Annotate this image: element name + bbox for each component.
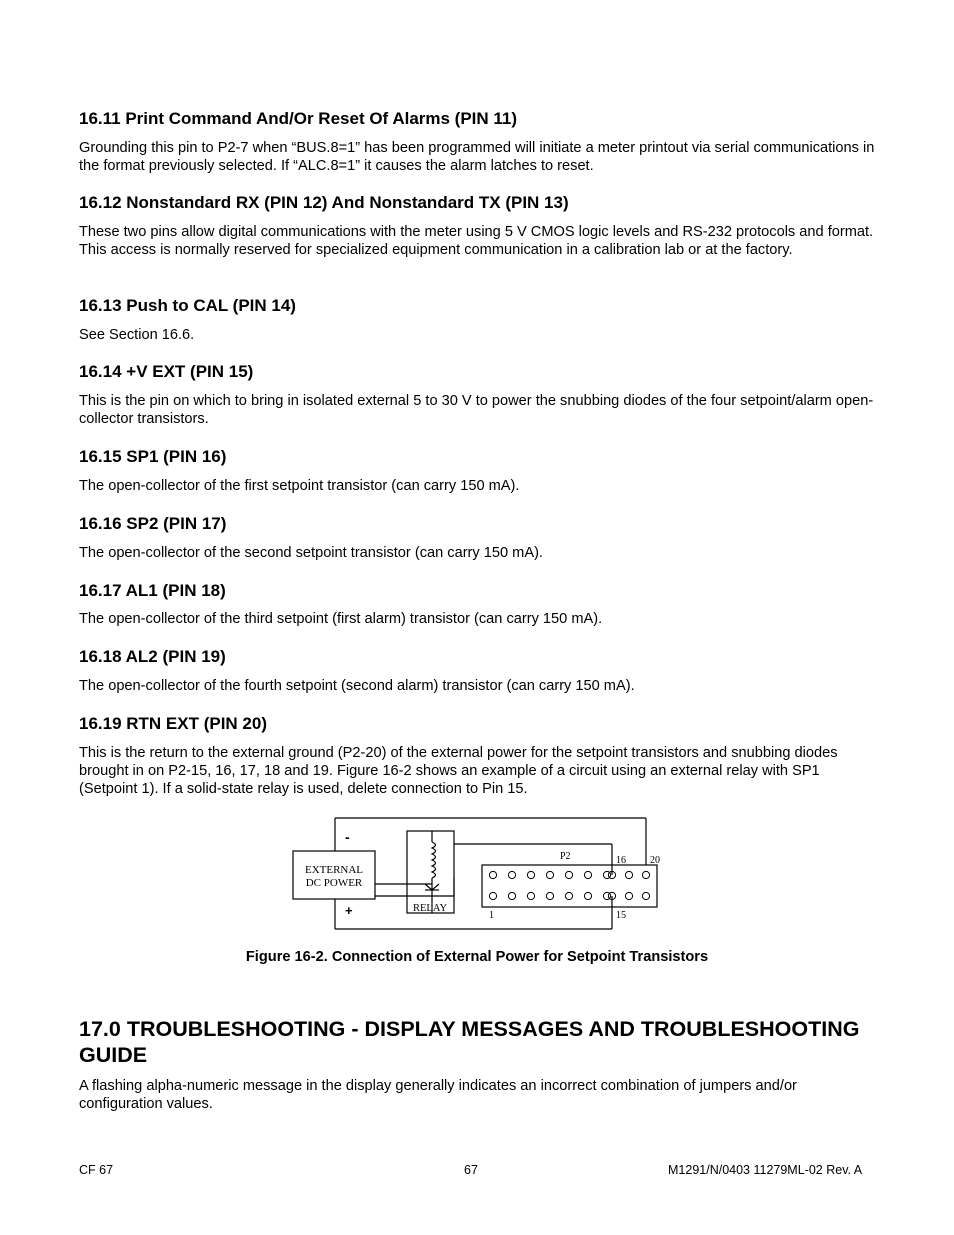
relay-label: RELAY xyxy=(413,903,448,914)
section-body-16-13: See Section 16.6. xyxy=(79,327,195,343)
section-body-16-19: This is the return to the external ground (P2-20) of the external power for the setpoint transistors and snubbing diodes brought in on P2-15, 16, 17, 18 and 19. Figure 16-2 shows an example of a circuit using an external relay with SP1 (Setpoint 1). If a solid-state relay is used, delete connection to Pin 15. xyxy=(79,745,838,797)
section-heading-16-14: 16.14 +V EXT (PIN 15) xyxy=(79,362,254,381)
section-heading-16-19: 16.19 RTN EXT (PIN 20) xyxy=(79,714,268,733)
pin-20-label: 20 xyxy=(650,855,660,866)
power-label-line2: DC POWER xyxy=(305,877,363,889)
relay-circuit-diagram xyxy=(285,812,670,934)
section-body-16-12: These two pins allow digital communications with the meter using 5 V CMOS logic levels and RS-232 protocols and format. This access is normally reserved for specialized equipment communication in a calibration lab or at the factory. xyxy=(79,224,874,258)
section-body-16-16: The open-collector of the second setpoint transistor (can carry 150 mA). xyxy=(79,545,543,561)
footer-page-number: 67 xyxy=(464,1163,478,1177)
section-body-16-17: The open-collector of the third setpoint (first alarm) transistor (can carry 150 mA). xyxy=(79,611,603,627)
minus-terminal-label: - xyxy=(345,829,350,845)
pin-1-label: 1 xyxy=(489,910,494,921)
section-heading-16-11: 16.11 Print Command And/Or Reset Of Alarms (PIN 11) xyxy=(79,109,518,128)
power-label-line1: EXTERNAL xyxy=(304,864,364,876)
pin-16-label: 16 xyxy=(616,855,626,866)
section-body-16-15: The open-collector of the first setpoint transistor (can carry 150 mA). xyxy=(79,478,520,494)
section-heading-16-13: 16.13 Push to CAL (PIN 14) xyxy=(79,296,296,315)
connector-label: P2 xyxy=(560,851,571,862)
p2-pin-row xyxy=(489,871,649,899)
figure-caption: Figure 16-2. Connection of External Power for Setpoint Transistors xyxy=(245,949,709,965)
chapter-body: A flashing alpha-numeric message in the display generally indicates an incorrect combination of jumpers and/or configuration values. xyxy=(79,1078,797,1112)
footer-right: M1291/N/0403 11279ML-02 Rev. A xyxy=(668,1163,863,1177)
section-body-16-18: The open-collector of the fourth setpoint (second alarm) transistor (can carry 150 mA). xyxy=(79,678,635,694)
footer-left: CF 67 xyxy=(79,1163,114,1177)
section-heading-16-18: 16.18 AL2 (PIN 19) xyxy=(79,647,226,666)
section-heading-16-17: 16.17 AL1 (PIN 18) xyxy=(79,581,226,600)
pin-15-label: 15 xyxy=(616,910,626,921)
section-heading-16-15: 16.15 SP1 (PIN 16) xyxy=(79,447,227,466)
chapter-heading: 17.0 TROUBLESHOOTING - DISPLAY MESSAGES AND TROUBLESHOOTING GUIDE xyxy=(79,1017,860,1067)
section-heading-16-12: 16.12 Nonstandard RX (PIN 12) And Nonstandard TX (PIN 13) xyxy=(79,193,569,212)
plus-terminal-label: + xyxy=(345,903,353,918)
section-heading-16-16: 16.16 SP2 (PIN 17) xyxy=(79,514,227,533)
section-body-16-14: This is the pin on which to bring in isolated external 5 to 30 V to power the snubbing diodes of the four setpoint/alarm open-collector transistors. xyxy=(79,393,874,427)
section-body-16-11: Grounding this pin to P2-7 when “BUS.8=1” has been programmed will initiate a meter printout via serial communications in the format previously selected. If “ALC.8=1” it causes the alarm latches to reset. xyxy=(79,140,875,174)
